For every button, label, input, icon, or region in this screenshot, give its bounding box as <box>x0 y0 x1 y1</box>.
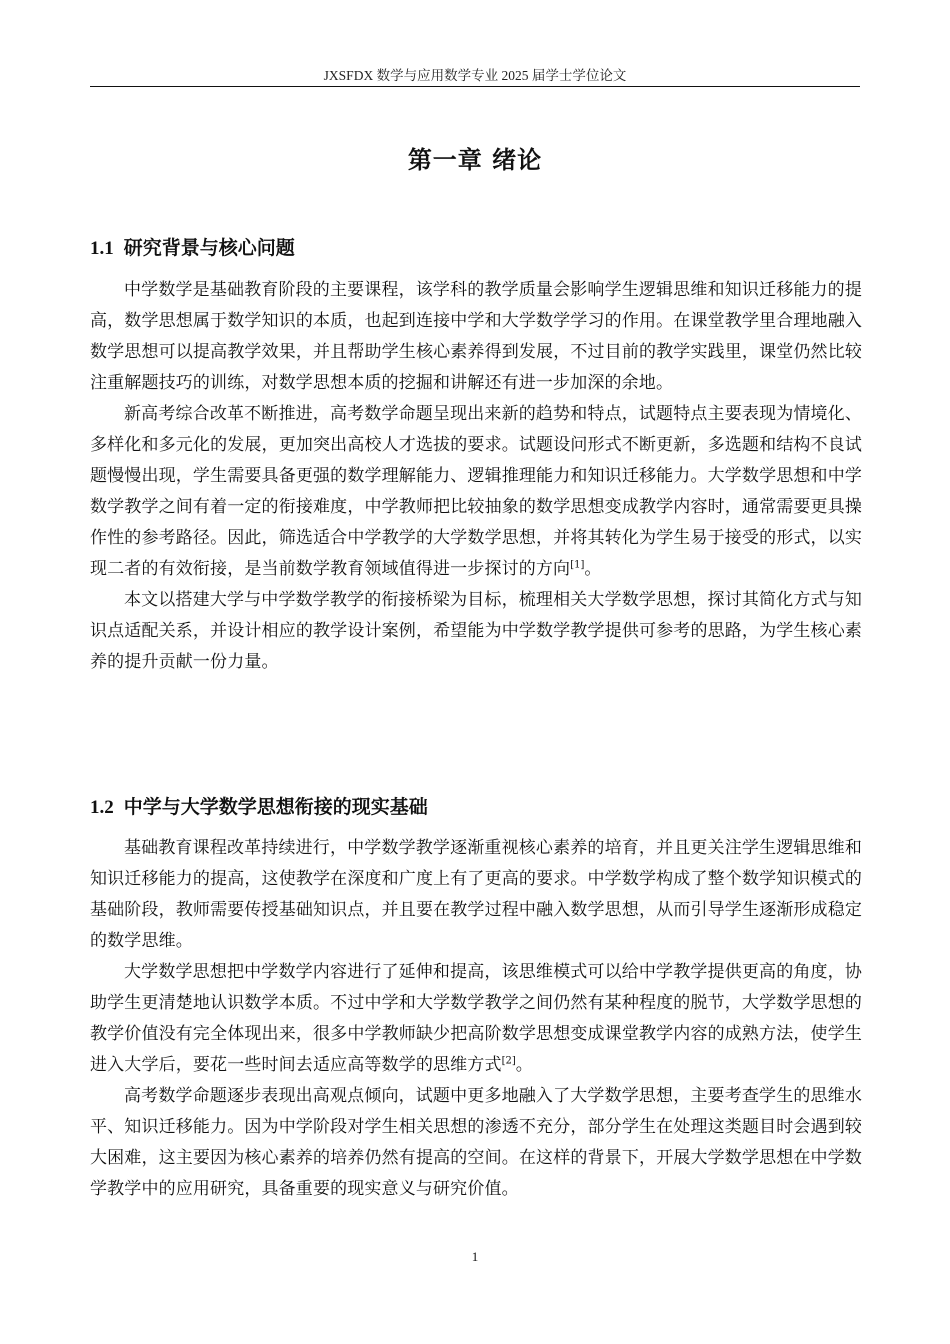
citation-marker: [1] <box>570 559 585 571</box>
section-number: 1.1 <box>90 238 114 259</box>
paragraph <box>90 1081 862 1205</box>
paragraph-text: 基础教育课程改革持续进行，中学数学教学逐渐重视核心素养的培育，并且更关注学生逻辑思维和知识迁移能力的提高，这使教学在深度和广度上有了更高的要求。中学数学构成了整个数学知识模式的基础阶段，教师需要传授基础知识点，并且要在教学过程中融入数学思想，从而引导学生逐渐形成稳定的数学思维。 <box>90 838 862 951</box>
citation-marker: [2] <box>501 1055 516 1067</box>
header-rule <box>90 86 860 87</box>
chapter-title: 第一章 绪论 <box>407 146 543 174</box>
page-number: 1 <box>471 1249 479 1264</box>
paragraph-tail: 。 <box>515 1055 533 1075</box>
paragraph-text: 新高考综合改革不断推进，高考数学命题呈现出来新的趋势和特点，试题特点主要表现为情境化、多样化和多元化的发展，更加突出高校人才选拔的要求。试题设问形式不断更新，多选题和结构不良试题慢慢出现，学生需要具备更强的数学理解能力、逻辑推理能力和知识迁移能力。大学数学思想和中学数学教学之间有着一定的衔接难度，中学教师把比较抽象的数学思想变成教学内容时，通常需要更具操作性的参考路径。因此，筛选适合中学教学的大学数学思想，并将其转化为学生易于接受的形式，以实现二者的有效衔接，是当前数学教育领域值得进一步探讨的方向 <box>90 404 862 579</box>
section-title: 中学与大学数学思想衔接的现实基础 <box>123 796 428 818</box>
section-title: 研究背景与核心问题 <box>123 237 295 259</box>
running-header: JXSFDX 数学与应用数学专业 2025 届学士学位论文 <box>323 68 627 83</box>
paragraph-text: 中学数学是基础教育阶段的主要课程，该学科的教学质量会影响学生逻辑思维和知识迁移能力的提高，数学思想属于数学知识的本质，也起到连接中学和大学数学学习的作用。在课堂教学里合理地融入数学思想可以提高教学效果，并且帮助学生核心素养得到发展，不过目前的教学实践里，课堂仍然比较注重解题技巧的训练，对数学思想本质的挖掘和讲解还有进一步加深的余地。 <box>90 280 862 393</box>
section-body-1-2 <box>90 833 862 1205</box>
paragraph-text: 本文以搭建大学与中学数学教学的衔接桥梁为目标，梳理相关大学数学思想，探讨其简化方式与知识点适配关系，并设计相应的教学设计案例，希望能为中学数学教学提供可参考的思路，为学生核心素养的提升贡献一份力量。 <box>90 590 862 672</box>
paragraph <box>90 833 862 957</box>
paragraph-text: 高考数学命题逐步表现出高观点倾向，试题中更多地融入了大学数学思想，主要考查学生的思维水平、知识迁移能力。因为中学阶段对学生相关思想的渗透不充分，部分学生在处理这类题目时会遇到较大困难，这主要因为核心素养的培养仍然有提高的空间。在这样的背景下，开展大学数学思想在中学数学教学中的应用研究，具备重要的现实意义与研究价值。 <box>90 1086 862 1199</box>
paragraph-text: 大学数学思想把中学数学内容进行了延伸和提高，该思维模式可以给中学教学提供更高的角度，协助学生更清楚地认识数学本质。不过中学和大学数学教学之间仍然有某种程度的脱节，大学数学思想的教学价值没有完全体现出来，很多中学教师缺少把高阶数学思想变成课堂教学内容的成熟方法，使学生进入大学后，要花一些时间去适应高等数学的思维方式 <box>90 962 862 1075</box>
paragraph <box>90 275 862 399</box>
paragraph-tail: 。 <box>584 559 602 579</box>
section-heading-1-2 <box>90 794 860 821</box>
section-body-1-1 <box>90 275 862 678</box>
paragraph <box>90 585 862 678</box>
section-heading-1-1 <box>90 235 860 262</box>
paragraph <box>90 957 862 1081</box>
paragraph <box>90 399 862 585</box>
section-number: 1.2 <box>90 797 114 818</box>
